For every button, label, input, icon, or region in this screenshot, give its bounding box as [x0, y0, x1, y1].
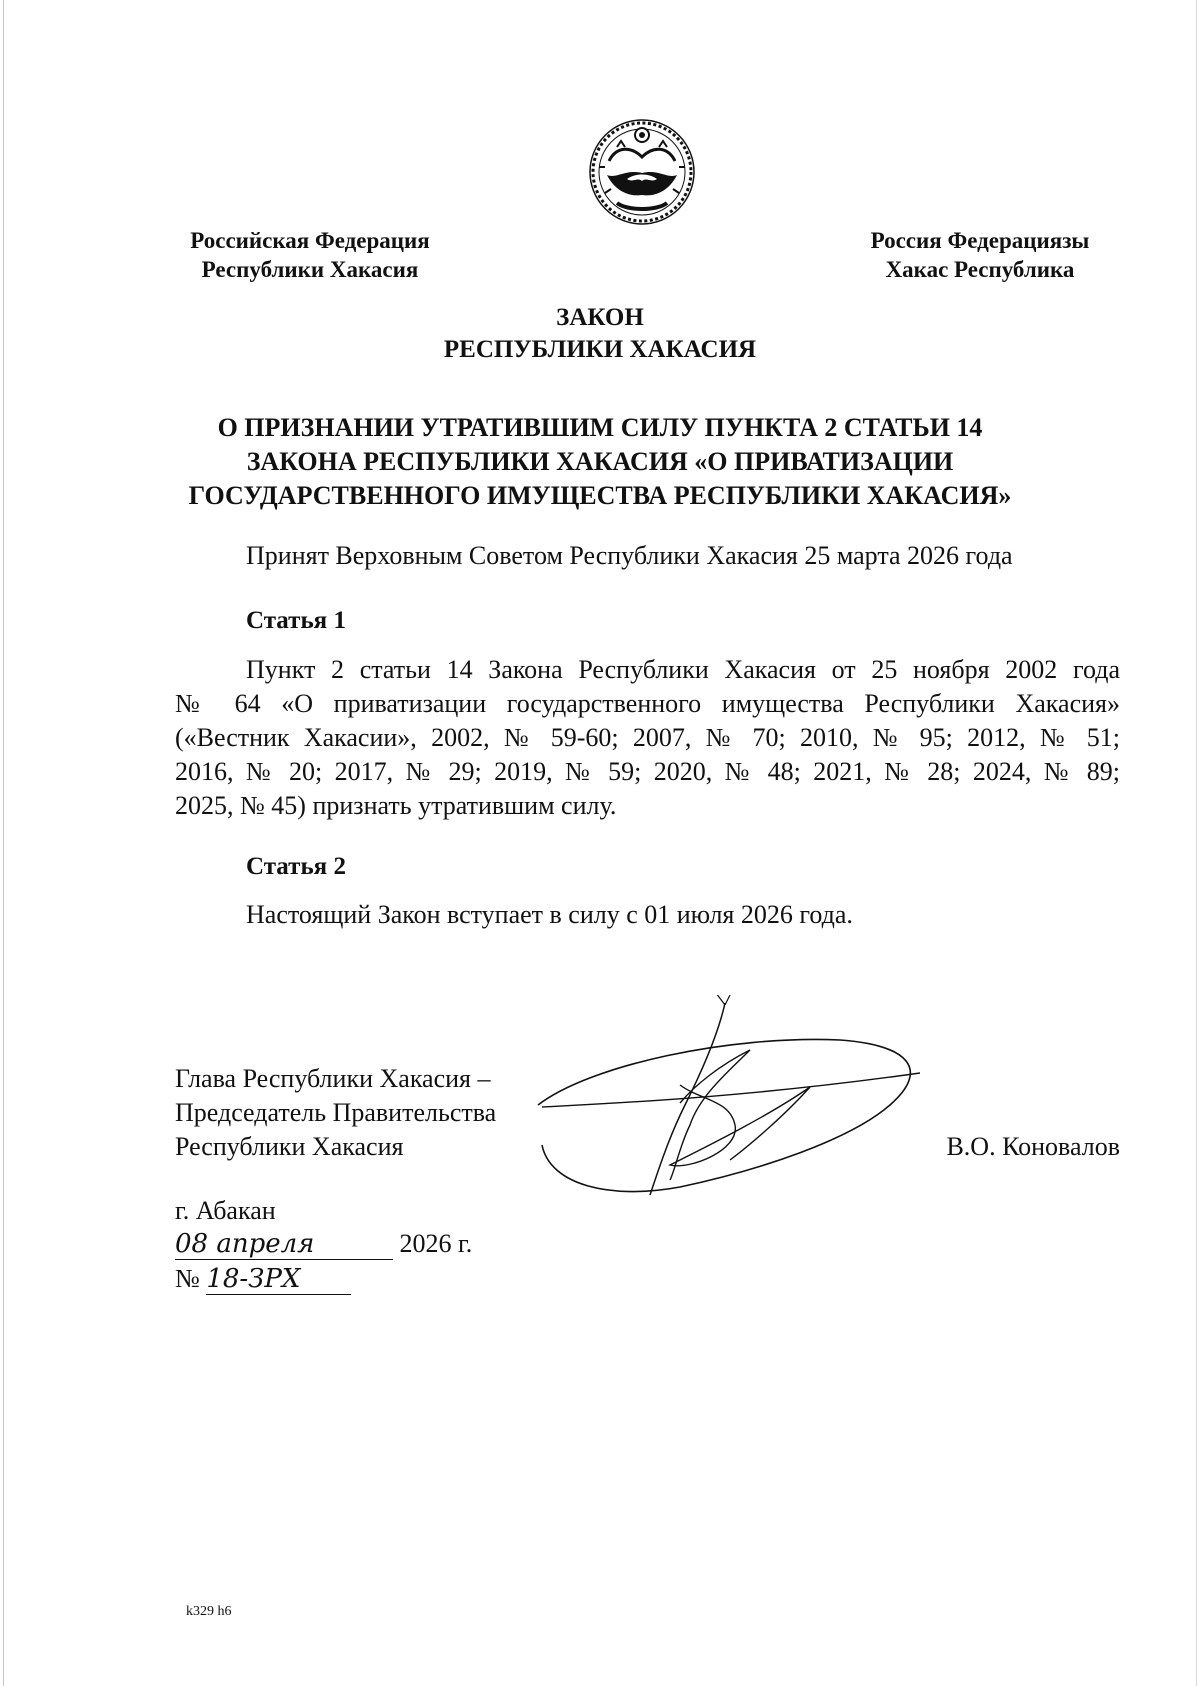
- law-number-handwritten: 18-ЗРХ: [206, 1264, 301, 1294]
- header-right-line1: Россия Федерациязы: [870, 228, 1090, 253]
- law-type-line2: РЕСПУБЛИКИ ХАКАСИЯ: [443, 336, 757, 363]
- article-1-line: («Вестник Хакасии», 2002, № 59-60; 2007, № 70; 2010, № 95; 2012, № 51;: [175, 723, 1120, 752]
- header-left-line1: Российская Федерация: [190, 228, 430, 253]
- place-of-signing: г. Абакан: [175, 1196, 276, 1225]
- law-title: [0, 411, 1200, 513]
- article-1-line: Пункт 2 статьи 14 Закона Республики Хакасия от 25 ноября 2002 года: [246, 655, 1120, 684]
- adoption-note: Принят Верховным Советом Республики Хакасия 25 марта 2026 года: [246, 541, 1013, 570]
- signatory-name: В.О. Коновалов: [946, 1132, 1120, 1161]
- header-left: [160, 226, 460, 284]
- law-title-line: ГОСУДАРСТВЕННОГО ИМУЩЕСТВА РЕСПУБЛИКИ ХАКАСИЯ»: [188, 481, 1012, 510]
- signing-date: [175, 1227, 472, 1261]
- scan-edge-left: [3, 0, 4, 1686]
- footer-code: k329 h6: [186, 1604, 232, 1619]
- law-type: [0, 302, 1200, 366]
- signatory-position-line: Председатель Правительства: [175, 1098, 497, 1127]
- header-right-line2: Хакас Республика: [885, 257, 1075, 282]
- article-1-line: 2025, № 45) признать утратившим силу.: [175, 791, 617, 820]
- scan-edge-right: [1196, 0, 1197, 1686]
- article-1-heading: Статья 1: [246, 607, 346, 634]
- law-title-line: ЗАКОНА РЕСПУБЛИКИ ХАКАСИЯ «О ПРИВАТИЗАЦИИ: [246, 447, 954, 476]
- law-type-line1: ЗАКОН: [556, 304, 644, 331]
- article-1-line: № 64 «О приватизации государственного имущества Республики Хакасия»: [175, 689, 1120, 718]
- law-number-prefix: №: [175, 1264, 200, 1293]
- law-number: [175, 1262, 351, 1296]
- article-2-heading: Статья 2: [246, 853, 346, 880]
- signatory-position-line: Глава Республики Хакасия –: [175, 1064, 491, 1093]
- article-1-line: 2016, № 20; 2017, № 29; 2019, № 59; 2020, № 48; 2021, № 28; 2024, № 89;: [175, 757, 1120, 786]
- date-handwritten-field: [175, 1229, 393, 1260]
- khakassia-emblem-icon: [587, 117, 697, 227]
- handwritten-signature-icon: [530, 995, 940, 1205]
- header-left-line2: Республики Хакасия: [201, 257, 419, 282]
- article-1-body: [175, 653, 1120, 823]
- date-year: 2026 г.: [399, 1229, 473, 1258]
- header-right: [830, 226, 1130, 284]
- law-title-line: О ПРИЗНАНИИ УТРАТИВШИМ СИЛУ ПУНКТА 2 СТАТЬИ 14: [217, 413, 983, 442]
- date-handwritten: 08 апреля: [175, 1229, 315, 1259]
- law-number-field: [206, 1264, 351, 1295]
- signatory-position-line: Республики Хакасия: [175, 1132, 404, 1161]
- article-2-body: Настоящий Закон вступает в силу с 01 июля 2026 года.: [246, 900, 853, 929]
- signatory-position: [175, 1062, 496, 1164]
